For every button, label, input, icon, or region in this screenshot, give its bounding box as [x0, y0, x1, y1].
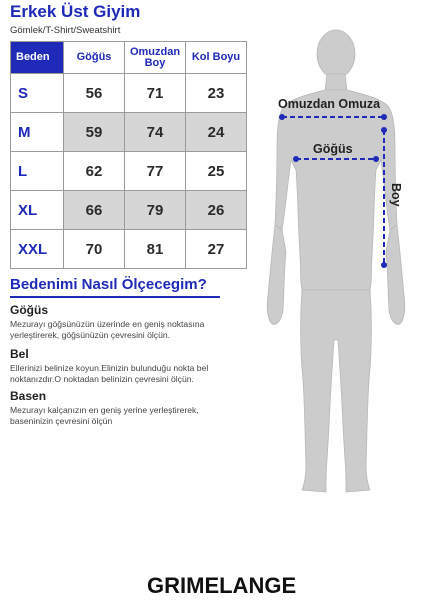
length-label: Boy: [389, 183, 403, 207]
omuz-boy-cell: 74: [125, 113, 186, 152]
size-cell: XL: [11, 191, 64, 230]
page-subtitle: Gömlek/T-Shirt/Sweatshirt: [10, 25, 121, 36]
page-title: Erkek Üst Giyim: [10, 2, 141, 21]
omuz-boy-cell: 71: [125, 74, 186, 113]
guide-heading-underline: [10, 296, 220, 298]
section-title-bel: Bel: [10, 347, 29, 361]
kol-boyu-cell: 23: [186, 74, 247, 113]
chest-label: Göğüs: [313, 142, 353, 156]
table-row: [11, 74, 247, 113]
section-title-basen: Basen: [10, 389, 47, 403]
gogus-cell: 70: [64, 230, 125, 269]
table-row: [11, 152, 247, 191]
section-text-bel: Ellerinizi belinize koyun.Elinizin bulunduğu nokta bel noktanızdır.O noktadan belinizin çevresini ölçün.: [10, 363, 209, 384]
omuz-boy-cell: 79: [125, 191, 186, 230]
header-kol-boyu: Kol Boyu: [186, 42, 247, 74]
body-measurement-figure: [258, 20, 418, 500]
omuz-boy-cell: 81: [125, 230, 186, 269]
gogus-cell: 66: [64, 191, 125, 230]
gogus-cell: 62: [64, 152, 125, 191]
table-row: [11, 191, 247, 230]
size-cell: S: [11, 74, 64, 113]
size-cell: M: [11, 113, 64, 152]
table-row: [11, 230, 247, 269]
guide-heading: Bedenimi Nasıl Ölçecegim?: [10, 276, 207, 293]
gogus-cell: 59: [64, 113, 125, 152]
size-cell: L: [11, 152, 64, 191]
shoulder-label: Omuzdan Omuza: [278, 97, 381, 111]
size-chart-table: [10, 41, 247, 269]
header-beden: Beden: [11, 42, 64, 74]
kol-boyu-cell: 25: [186, 152, 247, 191]
brand-logo: GRIMELANGE: [147, 573, 297, 598]
section-title-gogus: Göğüs: [10, 303, 48, 317]
section-text-gogus: Mezurayı göğsünüzün üzerinde en geniş noktasına yerleştirerek, göğsünüzün çevresini ölçün.: [10, 319, 205, 340]
kol-boyu-cell: 27: [186, 230, 247, 269]
size-cell: XXL: [11, 230, 64, 269]
kol-boyu-cell: 24: [186, 113, 247, 152]
table-row: [11, 113, 247, 152]
gogus-cell: 56: [64, 74, 125, 113]
header-gogus: Göğüs: [64, 42, 125, 74]
omuz-boy-cell: 77: [125, 152, 186, 191]
section-text-basen: Mezurayı kalçanızın en geniş yerine yerleştirerek, baseninizin çevresini ölçün: [10, 405, 199, 426]
kol-boyu-cell: 26: [186, 191, 247, 230]
table-header-row: [11, 42, 247, 74]
header-omuzdan-boy: Omuzdan Boy: [125, 42, 186, 74]
